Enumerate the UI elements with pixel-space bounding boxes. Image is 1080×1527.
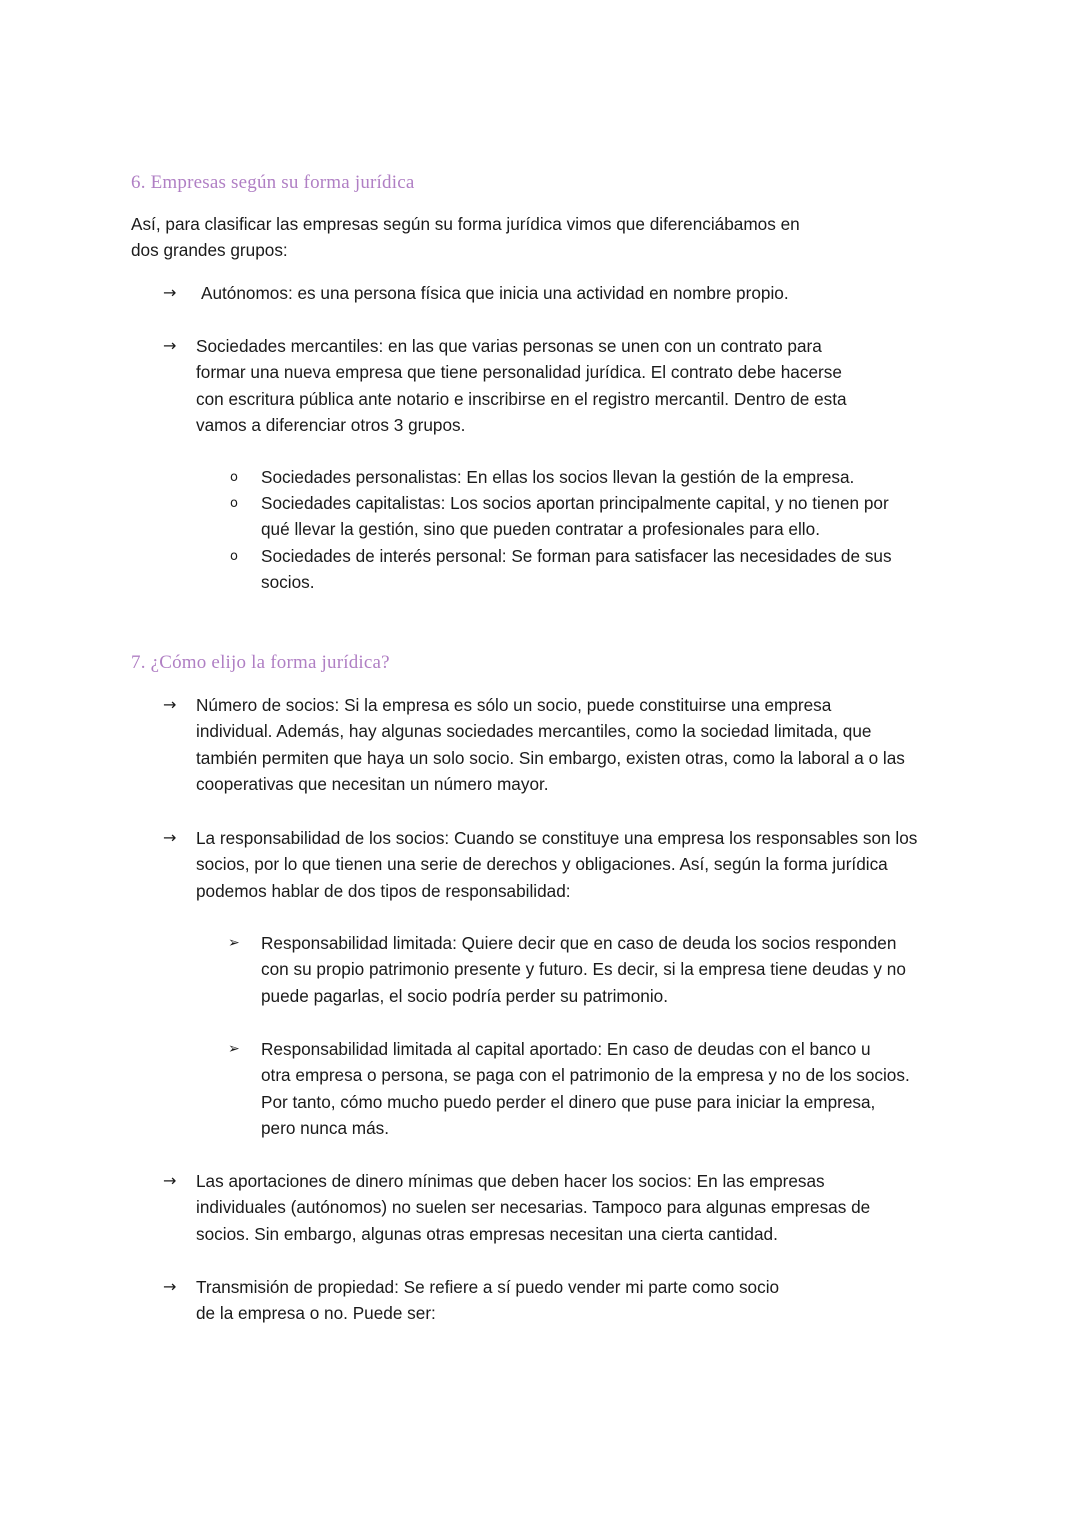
item-line: de la empresa o no. Puede ser: <box>196 1303 436 1324</box>
intro-line: Así, para clasificar las empresas según su forma jurídica vimos que diferenciábamos en <box>131 214 800 234</box>
item-line: con escritura pública ante notario e inscribirse en el registro mercantil. Dentro de esta <box>196 388 847 409</box>
sub-item-line: Responsabilidad limitada al capital aportado: En caso de deudas con el banco u <box>261 1039 871 1059</box>
sub-item-line: qué llevar la gestión, sino que pueden contratar a profesionales para ello. <box>261 519 820 540</box>
intro-line: dos grandes grupos: <box>131 240 288 261</box>
list-item-transmision <box>163 1274 779 1327</box>
item-line: Número de socios: Si la empresa es sólo un socio, puede constituirse una empresa <box>196 695 832 715</box>
sub-item-line: otra empresa o persona, se paga con el patrimonio de la empresa y no de los socios. <box>261 1065 910 1086</box>
item-line: cooperativas que necesitan un número mayor. <box>196 774 549 795</box>
item-line: individual. Además, hay algunas sociedades mercantiles, como la sociedad limitada, que <box>196 721 872 742</box>
item-line: socios. Sin embargo, algunas otras empresas necesitan una cierta cantidad. <box>196 1223 778 1244</box>
sub-item-line: Por tanto, cómo mucho puedo perder el dinero que puse para iniciar la empresa, <box>261 1091 876 1112</box>
arrow-icon: → <box>163 828 177 847</box>
item-line: formar una nueva empresa que tiene personalidad jurídica. El contrato debe hacerse <box>196 362 842 383</box>
circle-bullet-icon: o <box>230 496 238 511</box>
item-line: socios, por lo que tienen una serie de derechos y obligaciones. Así, según la forma jurídica <box>196 854 888 875</box>
arrow-icon: → <box>163 1277 177 1296</box>
arrow-icon: → <box>163 336 177 355</box>
item-line: Sociedades mercantiles: en las que varias personas se unen con un contrato para <box>196 336 822 356</box>
item-line: Autónomos: es una persona física que inicia una actividad en nombre propio. <box>201 283 789 303</box>
section-6-heading: 6. Empresas según su forma jurídica <box>131 172 415 193</box>
item-line: también permiten que haya un solo socio. Sin embargo, existen otras, como la laboral a o las <box>196 747 905 768</box>
list-item-autonomos <box>163 280 789 306</box>
sub-item-line: puede pagarlas, el socio podría perder su patrimonio. <box>261 985 669 1006</box>
item-line: Transmisión de propiedad: Se refiere a sí puedo vender mi parte como socio <box>196 1277 780 1297</box>
sub-item-line: Responsabilidad limitada: Quiere decir que en caso de deuda los socios responden <box>261 933 897 953</box>
section-6-intro <box>131 211 851 264</box>
list-item-aportaciones <box>163 1168 870 1247</box>
arrow-icon: → <box>163 283 177 302</box>
sub-item-personalistas <box>228 464 854 490</box>
item-line: individuales (autónomos) no suelen ser necesarias. Tampoco para algunas empresas de <box>196 1197 871 1218</box>
sub-item-line: con su propio patrimonio presente y futuro. Es decir, si la empresa tiene deudas y no <box>261 959 906 980</box>
sub-item-line: socios. <box>261 572 315 593</box>
item-line: podemos hablar de dos tipos de responsabilidad: <box>196 880 571 901</box>
circle-bullet-icon: o <box>230 549 238 564</box>
arrow-icon: → <box>163 1171 177 1190</box>
item-line: La responsabilidad de los socios: Cuando se constituye una empresa los responsables son los <box>196 828 918 848</box>
sub-item-responsabilidad-limitada <box>228 930 906 1009</box>
sub-item-line: Sociedades personalistas: En ellas los socios llevan la gestión de la empresa. <box>261 467 855 487</box>
sub-item-responsabilidad-capital <box>228 1036 910 1142</box>
triangle-bullet-icon: ➢ <box>228 1041 240 1057</box>
list-item-numero-socios <box>163 692 905 798</box>
arrow-icon: → <box>163 695 177 714</box>
list-item-sociedades-mercantiles <box>163 333 847 439</box>
item-line: Las aportaciones de dinero mínimas que deben hacer los socios: En las empresas <box>196 1171 825 1191</box>
list-item-responsabilidad <box>163 825 917 904</box>
sub-item-capitalistas <box>228 490 889 543</box>
item-line: vamos a diferenciar otros 3 grupos. <box>196 415 466 436</box>
section-7-heading: 7. ¿Cómo elijo la forma jurídica? <box>131 652 390 673</box>
sub-item-line: Sociedades de interés personal: Se forman para satisfacer las necesidades de sus <box>261 546 892 566</box>
triangle-bullet-icon: ➢ <box>228 935 240 951</box>
sub-item-line: Sociedades capitalistas: Los socios aportan principalmente capital, y no tienen por <box>261 493 889 513</box>
sub-item-interes-personal <box>228 543 892 596</box>
circle-bullet-icon: o <box>230 470 238 485</box>
sub-item-line: pero nunca más. <box>261 1118 390 1139</box>
